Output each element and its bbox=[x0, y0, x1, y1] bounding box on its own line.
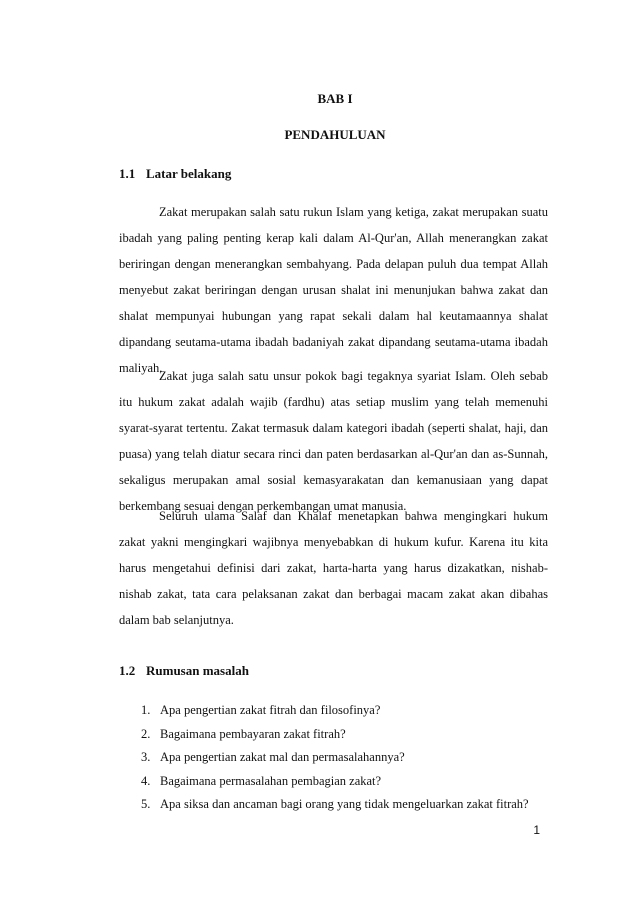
list-item bbox=[141, 746, 529, 770]
list-item-number: 1. bbox=[141, 703, 151, 717]
list-item-text: Apa siksa dan ancaman bagi orang yang tidak mengeluarkan zakat fitrah? bbox=[160, 797, 529, 811]
section-heading-background bbox=[119, 166, 231, 182]
list-item bbox=[141, 770, 529, 794]
list-item-text: Bagaimana pembayaran zakat fitrah? bbox=[160, 726, 346, 741]
section-title: Latar belakang bbox=[146, 166, 232, 181]
list-item bbox=[141, 723, 529, 747]
list-item-text: Apa pengertian zakat mal dan permasalahannya? bbox=[160, 750, 405, 764]
section-heading-problem-statement bbox=[119, 663, 249, 679]
chapter-number: BAB I bbox=[317, 91, 353, 106]
list-item bbox=[141, 793, 529, 817]
list-item-number: 4. bbox=[141, 773, 151, 788]
list-item-text: Bagaimana permasalahan pembagian zakat? bbox=[160, 773, 382, 788]
list-item-text: Apa pengertian zakat fitrah dan filosofinya? bbox=[160, 703, 381, 717]
page-number: 1 bbox=[533, 823, 540, 837]
chapter-title: PENDAHULUAN bbox=[284, 127, 386, 142]
question-list bbox=[141, 699, 529, 817]
list-item-number: 3. bbox=[141, 750, 151, 764]
paragraph: Seluruh ulama Salaf dan Khalaf menetapkan bahwa mengingkari hukum zakat yakni mengingkari wajibnya menyebabkan di hukum kufur. Karena itu kita harus mengetahui definisi dari zakat, harta-harta yang harus dizakatkan, nishab-nishab zakat, tata cara pelaksanan zakat dan berbagai macam zakat akan dibahas dalam bab selanjutnya. bbox=[119, 509, 548, 627]
section-number: 1.1 bbox=[119, 166, 136, 181]
list-item-number: 5. bbox=[141, 797, 151, 811]
section-title: Rumusan masalah bbox=[146, 663, 249, 678]
section-number: 1.2 bbox=[119, 663, 136, 678]
paragraph: Zakat juga salah satu unsur pokok bagi tegaknya syariat Islam. Oleh sebab itu hukum zakat adalah wajib (fardhu) atas setiap muslim yang telah memenuhi syarat-syarat tertentu. Zakat termasuk dalam kategori ibadah (seperti shalat, haji, dan puasa) yang telah diatur secara rinci dan paten berdasarkan al-Qur'an dan as-Sunnah, sekaligus merupakan amal sosial kemasyarakatan dan kemanusiaan yang dapat berkembang sesuai dengan perkembangan umat manusia. bbox=[119, 369, 548, 513]
list-item-number: 2. bbox=[141, 726, 151, 741]
paragraph: Zakat merupakan salah satu rukun Islam yang ketiga, zakat merupakan suatu ibadah yang paling penting kerap kali dalam Al-Qur'an, Allah menerangkan zakat beriringan dengan menerangkan sembahyang. Pada delapan puluh dua tempat Allah menyebut zakat beriringan dengan urusan shalat ini menunjukan bahwa zakat dan shalat mempunyai hubungan yang rapat sekali dalam hal keutamaannya shalat dipandang seutama-utama ibadah badaniyah zakat dipandang seutama-utama ibadah maliyah. bbox=[119, 205, 548, 375]
list-item bbox=[141, 699, 529, 723]
